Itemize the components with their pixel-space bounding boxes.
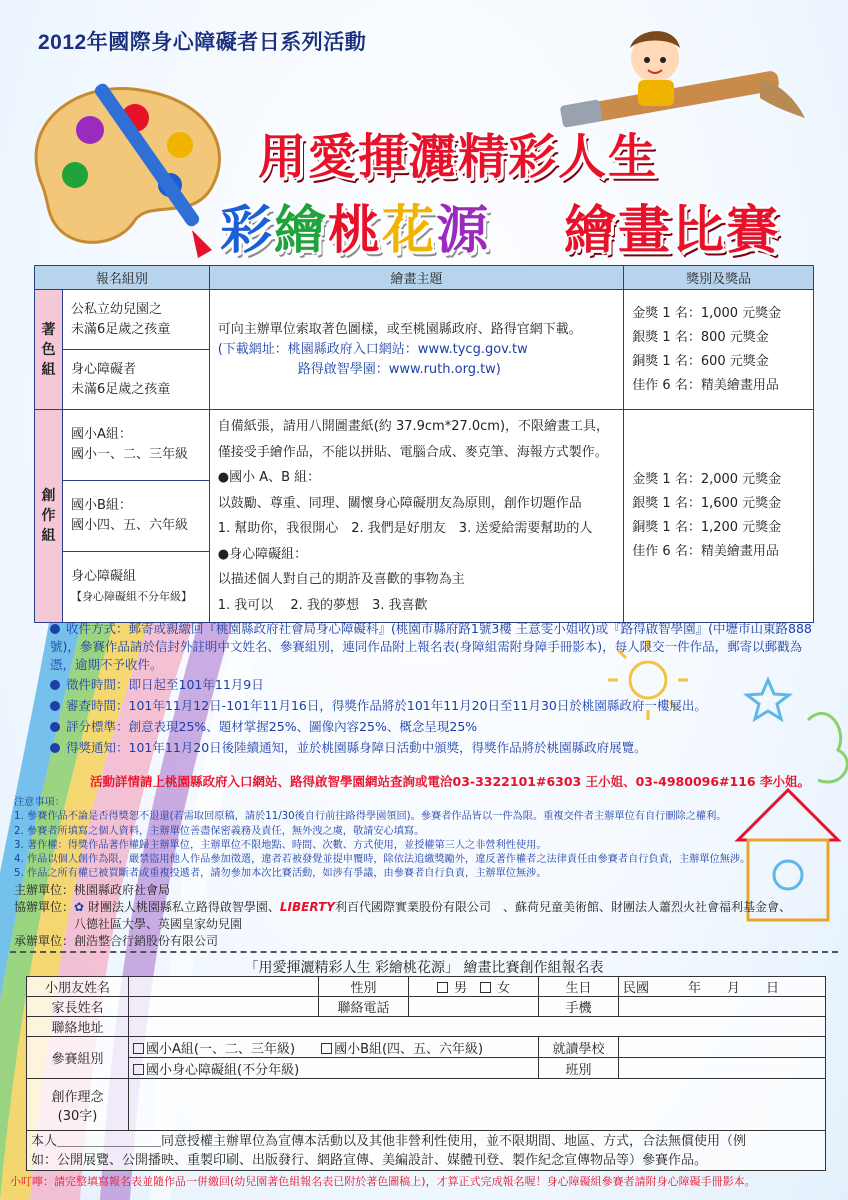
group-label-char: 色 <box>41 341 56 358</box>
bullet-icon <box>50 624 60 634</box>
class-label: 班別 <box>539 1058 619 1079</box>
bullet-icon <box>50 701 60 711</box>
bullet-icon <box>50 743 60 753</box>
theme-line: ●國小 A、B 組： <box>217 470 321 485</box>
category-cell <box>62 290 209 350</box>
theme-line: 以描述個人對自己的期許及喜歡的事物為主 <box>217 572 465 587</box>
category-title: 國小B組： <box>70 498 132 513</box>
category-cell <box>62 350 209 410</box>
class-field[interactable] <box>619 1058 826 1079</box>
info-label: 評分標準： <box>66 719 129 734</box>
consent-line2: 如：公開展覽、公開播映、重製印刷、出版發行、網路宣傳、美編設計、媒體刊登、製作紀念宣傳物品等）參賽作品。 <box>31 1152 708 1168</box>
info-label: 得獎通知： <box>66 740 129 755</box>
prize-item: 銅獎 1 名：600 元獎金 <box>632 353 769 369</box>
group-label-char: 著 <box>41 321 56 338</box>
ruth-logo-icon: ✿ <box>74 900 88 914</box>
exec-line <box>14 933 844 950</box>
paint-palette-image <box>20 60 240 260</box>
coloring-group-label <box>35 290 63 410</box>
note-item: 1. 參賽作品不論是否得獎恕不退還(若需取回原稿，請於11/30後自行前往路得學園領回)。參賽者作品皆以一件為限。重複交件者主辦單位有自行刪除之權利。 <box>14 811 727 823</box>
info-text: 即日起至101年11月9日 <box>128 677 264 692</box>
concept-label: 創作理念 <box>51 1089 104 1105</box>
form-row <box>27 1131 826 1171</box>
coloring-group-text <box>35 320 62 380</box>
male-checkbox[interactable] <box>437 982 448 993</box>
prize-item: 金獎 1 名：2,000 元獎金 <box>632 472 782 487</box>
info-text: 創意表現25%、題材掌握25%、圖像內容25%、概念呈現25% <box>128 719 478 734</box>
header-theme: 繪畫主題 <box>209 266 624 290</box>
group-label-char: 組 <box>41 528 56 544</box>
co-organizers-part1: 財團法人桃園縣私立路得啟智學園、 <box>87 900 280 914</box>
prize-item: 金獎 1 名：1,000 元獎金 <box>632 305 782 321</box>
concept-field[interactable] <box>129 1079 826 1131</box>
note-item: 3. 著作權：得獎作品著作權歸主辦單位，主辦單位不限地點、時間、次數、方式使用，並授權第三人之非營利性使用。 <box>14 839 547 851</box>
child-name-field[interactable] <box>129 977 319 997</box>
category-cell <box>62 410 209 481</box>
theme-line: 僅接受手繪作品，不能以拼貼、電腦合成、麥克筆、海報方式製作。 <box>217 444 608 460</box>
prize-item: 佳作 6 名：精美繪畫用品 <box>632 544 779 559</box>
category-text: 身心障礙者 未滿6足歲之孩童 <box>70 361 171 397</box>
category-title: 國小A組： <box>70 427 132 442</box>
series-title: 2012年國際身心障礙者日系列活動 <box>38 31 367 54</box>
footer-reminder: 小叮嚀：請完整填寫報名表並隨作品一併繳回(幼兒園著色組報名表已附於著色圖稿上)，才算正式完成報名喔！身心障礙組參賽者請附身心障礙手冊影本。 <box>10 1175 756 1188</box>
birthday-label: 生日 <box>539 977 619 997</box>
title-char: 源 <box>436 201 491 261</box>
group-b-checkbox[interactable] <box>321 1043 332 1054</box>
info-item-review <box>50 697 707 715</box>
table-row <box>35 290 814 350</box>
table-header-row <box>35 266 814 290</box>
school-label: 就讀學校 <box>539 1037 619 1058</box>
theme-line: 自備紙張，請用八開圖畫紙(約 37.9cm*27.0cm)，不限繪畫工具， <box>217 419 610 434</box>
group-a-label: 國小A組(一、二、三年級) <box>146 1041 296 1057</box>
co-organizer-line <box>14 899 844 916</box>
mobile-field[interactable] <box>619 997 826 1017</box>
download-url-line2: 路得啟智學園：www.ruth.org.tw) <box>297 361 501 377</box>
main-title: 用愛揮灑精彩人生 <box>258 129 659 185</box>
download-url-line1: (下載網址：桃園縣政府入口網站：www.tycg.gov.tw <box>217 341 528 357</box>
category-detail: 【身心障礙組不分年級】 <box>70 590 192 603</box>
info-label: 徵件時間： <box>66 677 129 692</box>
note-item: 2. 參賽者所填寫之個人資料，主辦單位善盡保密義務及責任，無外洩之虞，敬請安心填寫。 <box>14 825 425 837</box>
school-field[interactable] <box>619 1037 826 1058</box>
prize-item: 銀獎 1 名：1,600 元獎金 <box>632 496 782 511</box>
cut-line-divider <box>10 951 838 953</box>
info-item-criteria <box>50 718 477 736</box>
consent-cell <box>27 1131 826 1171</box>
registration-form <box>26 976 826 1171</box>
notes-section <box>14 796 844 882</box>
child-name-label: 小朋友姓名 <box>27 977 129 997</box>
coloring-theme-cell <box>209 290 624 410</box>
category-cell <box>62 481 209 552</box>
exec-label: 承辦單位： <box>14 934 75 948</box>
bullet-icon <box>50 722 60 732</box>
address-label: 聯絡地址 <box>27 1017 129 1037</box>
note-item: 5. 作品之所有權已被買斷者或重複投遞者，請勿參加本次比賽活動，如涉有爭議，由參賽者自行負責，主辦單位無涉。 <box>14 868 547 880</box>
mobile-label: 手機 <box>539 997 619 1017</box>
title-char: 花 <box>382 201 437 261</box>
prize-item: 銅獎 1 名：1,200 元獎金 <box>632 520 782 535</box>
group-label-char: 創 <box>41 488 56 504</box>
creative-group-label <box>35 410 63 623</box>
info-label: 審查時間： <box>66 698 129 713</box>
gender-label: 性別 <box>319 977 409 997</box>
title-char: 桃 <box>328 201 383 261</box>
theme-line: 1. 我可以 2. 我的夢想 3. 我喜歡 <box>217 597 428 613</box>
group-c-label: 國小身心障礙組(不分年級) <box>146 1062 300 1078</box>
liberty-logo: LIBERTY <box>279 900 335 914</box>
group-b-label: 國小B組(四、五、六年級) <box>334 1041 484 1057</box>
co-organizer-line2: 八德社區大學、英國皇家幼兒園 <box>74 917 243 931</box>
host-line <box>14 882 844 899</box>
group-label-char: 組 <box>41 361 56 378</box>
group-label-char: 作 <box>41 508 56 524</box>
info-item-submission <box>50 620 820 674</box>
birthday-field[interactable]: 民國 年 月 日 <box>619 977 826 997</box>
co-label: 協辦單位： <box>14 900 75 914</box>
female-checkbox[interactable] <box>480 982 491 993</box>
form-row <box>27 1037 826 1058</box>
prize-item: 佳作 6 名：精美繪畫用品 <box>632 377 779 393</box>
creative-prize-cell <box>624 410 814 623</box>
title-char: 彩 <box>220 201 275 261</box>
concept-label-cell <box>27 1079 129 1131</box>
creative-group-text <box>35 486 62 546</box>
form-row <box>27 977 826 997</box>
notes-heading: 注意事項： <box>14 797 65 808</box>
category-title: 身心障礙組 <box>70 569 136 584</box>
host-label: 主辦單位： <box>14 883 75 897</box>
prize-item: 銀獎 1 名：800 元獎金 <box>632 329 769 345</box>
host-name: 桃園縣政府社會局 <box>74 883 171 897</box>
info-item-period <box>50 676 264 694</box>
exec-name: 創浩整合行銷股份有限公司 <box>74 934 219 948</box>
info-label: 收件方式： <box>66 621 129 636</box>
group-c-checkbox[interactable] <box>133 1064 144 1075</box>
category-cell <box>62 552 209 623</box>
parent-name-label: 家長姓名 <box>27 997 129 1017</box>
gender-options <box>409 977 539 997</box>
form-row <box>27 1079 826 1131</box>
phone-label: 聯絡電話 <box>319 997 409 1017</box>
header-group: 報名組別 <box>35 266 210 290</box>
contest-info-table <box>34 265 814 623</box>
form-row <box>27 1017 826 1037</box>
info-text: 101年11月12日-101年11月16日，得獎作品將於101年11月20日至11月30日於桃園縣政府一樓展出。 <box>128 698 707 713</box>
organizers-section <box>14 882 844 950</box>
consent-line1: 本人＿＿＿＿＿＿＿＿同意授權主辦單位為宣傳本活動以及其他非營利性使用，並不限期間、地區、方式，合法無償使用（例 <box>31 1133 747 1149</box>
contact-info: 活動詳情請上桃園縣政府入口網站、路得啟智學園網站查詢或電洽03-3322101#6303 王小姐、03-4980096#116 李小姐。 <box>90 774 810 789</box>
address-field[interactable] <box>129 1017 826 1037</box>
form-row <box>27 1058 826 1079</box>
female-label: 女 <box>497 981 511 996</box>
group-a-checkbox[interactable] <box>133 1043 144 1054</box>
info-item-notification <box>50 739 647 757</box>
category-text: 公私立幼兒園之 未滿6足歲之孩童 <box>70 301 171 337</box>
theme-line: 1. 幫助你，我很開心 2. 我們是好朋友 3. 送愛給需要幫助的人 <box>217 521 593 536</box>
note-item: 4. 作品以個人創作為限，嚴禁盜用他人作品參加徵選，違者若被發覺並提申覆時，除依法追繳獎勵外，違反著作權者之法律責任由參賽者自行負責，主辦單位無涉。 <box>14 854 751 866</box>
theme-line: ●身心障礙組： <box>217 546 308 562</box>
contest-title: 繪畫比賽 <box>564 201 781 261</box>
category-detail: 國小四、五、六年級 <box>70 518 188 533</box>
group-label: 參賽組別 <box>27 1037 129 1079</box>
group-options-row1 <box>129 1037 539 1058</box>
phone-field[interactable] <box>409 997 539 1017</box>
colorful-title <box>220 188 490 263</box>
theme-line: 以鼓勵、尊重、同理、關懷身心障礙朋友為原則，創作切題作品 <box>217 495 582 511</box>
form-row <box>27 997 826 1017</box>
group-options-row2 <box>129 1058 539 1079</box>
header-prize: 獎別及獎品 <box>624 266 814 290</box>
concept-word-limit: (30字) <box>57 1108 98 1124</box>
table-row <box>35 410 814 481</box>
form-title: 「用愛揮灑精彩人生 彩繪桃花源」 繪畫比賽創作組報名表 <box>244 960 604 976</box>
title-char: 繪 <box>274 201 329 261</box>
info-text: 101年11月20日後陸續通知，並於桃園縣身障日活動中頒獎，得獎作品將於桃園縣政府展覽。 <box>128 740 647 755</box>
bullet-icon <box>50 680 60 690</box>
theme-text: 可向主辦單位索取著色圖樣，或至桃園縣政府、路得官網下載。 <box>217 321 582 337</box>
male-label: 男 <box>453 981 467 996</box>
info-text: 郵寄或親繳回『桃園縣政府社會局身心障礙科』(桃園市縣府路1號3樓 王意雯小姐收)或『路得啟智學園』(中壢市山東路888號)，參賽作品請於信封外註明中文姓名、參賽組別，連同作品附上報名表(身障組需附身障手冊影本)，每人限交一件作品，郵寄以郵戳為憑，逾期不予收件。 <box>50 621 812 672</box>
parent-name-field[interactable] <box>129 997 319 1017</box>
creative-theme-cell <box>209 410 624 623</box>
co-organizers-part2: 利百代國際實業股份有限公司 、蘇荷兒童美術館、財團法人蕭烈火社會福利基金會、 <box>334 900 791 914</box>
coloring-prize-cell <box>624 290 814 410</box>
category-detail: 國小一、二、三年級 <box>70 447 188 462</box>
